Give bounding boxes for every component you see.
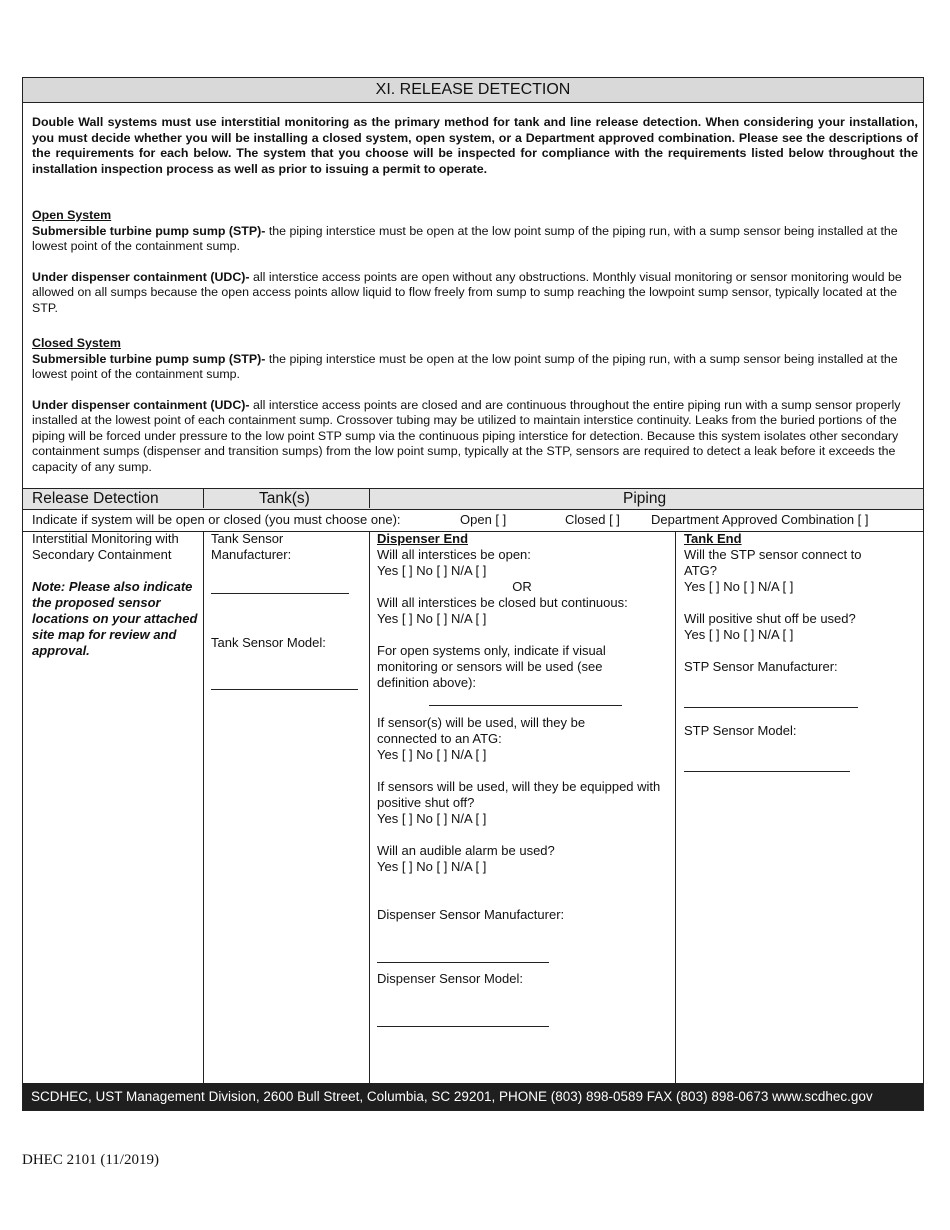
tank-end-a-shutoff[interactable]: Yes [ ] No [ ] N/A [ ]	[684, 627, 794, 642]
dispenser-sensor-model-label: Dispenser Sensor Model:	[377, 971, 523, 986]
combination-checkbox[interactable]: Department Approved Combination [ ]	[651, 512, 869, 527]
open-system-heading: Open System	[32, 208, 112, 222]
column-divider	[675, 532, 676, 1084]
intro-paragraph: Double Wall systems must use interstitial monitoring as the primary method for tank and line release detection. When considering your installation, you must decide whether you will be installing a closed system, open system, or a Department approved combination. Please see the descriptions of the requirements for each below. The system that you choose will be inspected for compliance with the requirements listed below throughout the installation inspection process as well as prior to issuing a permit to operate.	[32, 115, 918, 176]
col-piping: Piping	[623, 490, 667, 507]
closed-system-section	[32, 336, 918, 475]
form-number: DHEC 2101 (11/2019)	[22, 1152, 159, 1168]
tank-sensor-model-field[interactable]	[211, 689, 358, 690]
dispenser-a-alarm[interactable]: Yes [ ] No [ ] N/A [ ]	[377, 859, 487, 874]
open-udc-paragraph: Under dispenser containment (UDC)- all interstice access points are open without any obstructions. Monthly visual monitoring or sensor monitoring would be allowed on all sumps because the open access points allow liquid to flow freely from sump to sump reaching the lowpoint sump sensor, typically located at the STP.	[32, 269, 902, 315]
dispenser-sensor-model-field[interactable]	[377, 1026, 549, 1027]
dispenser-q-alarm: Will an audible alarm be used?	[377, 843, 555, 858]
release-method: Interstitial Monitoring with Secondary Containment	[32, 531, 179, 562]
dispenser-q-atg: If sensor(s) will be used, will they be connected to an ATG:	[377, 715, 586, 746]
tanks-cell	[211, 531, 361, 651]
dispenser-a-shutoff[interactable]: Yes [ ] No [ ] N/A [ ]	[377, 811, 487, 826]
dispenser-sensor-manufacturer-label: Dispenser Sensor Manufacturer:	[377, 907, 565, 922]
stp-sensor-model-field[interactable]	[684, 771, 850, 772]
choice-label: Indicate if system will be open or closed (you must choose one):	[32, 512, 401, 527]
section-title: XI. RELEASE DETECTION	[23, 78, 923, 103]
closed-udc-paragraph: Under dispenser containment (UDC)- all interstice access points are closed and are continuous throughout the entire piping run with a sump sensor properly installed at the lowest point of each containment sump. Crossover tubing may be utilized to maintain interstice continuity. Leaks from the buried portions of the piping will be forced under pressure to the low point STP sump via the continuous piping interstice for detection. Because this system isolates other secondary containment sumps (dispenser and transition sumps) from the low point sump, typically at the STP, sensors are required to detect a leak before it exceeds the capacity of any sump.	[32, 397, 901, 474]
open-checkbox[interactable]: Open [ ]	[460, 512, 507, 527]
tank-sensor-manufacturer-field[interactable]	[211, 593, 349, 594]
dispenser-a-atg[interactable]: Yes [ ] No [ ] N/A [ ]	[377, 747, 487, 762]
dispenser-q-shutoff: If sensors will be used, will they be equipped with positive shut off?	[377, 779, 661, 810]
tank-end-heading: Tank End	[684, 531, 742, 546]
dispenser-q-open: Will all interstices be open:	[377, 547, 531, 562]
stp-sensor-manufacturer-label: STP Sensor Manufacturer:	[684, 659, 838, 674]
dispenser-end-heading: Dispenser End	[377, 531, 469, 546]
table-header	[23, 488, 923, 510]
or-separator: OR	[512, 579, 532, 594]
tank-end-q-shutoff: Will positive shut off be used?	[684, 611, 856, 626]
tank-sensor-model-label: Tank Sensor Model:	[211, 635, 326, 650]
closed-stp-paragraph: Submersible turbine pump sump (STP)- the piping interstice must be open at the low point sump of the piping run, with a sump sensor being installed at the lowest point of the containment sump.	[32, 351, 898, 381]
dispenser-a-open[interactable]: Yes [ ] No [ ] N/A [ ]	[377, 563, 487, 578]
tank-end-q-atg: Will the STP sensor connect to ATG?	[684, 547, 862, 578]
system-choice-row	[23, 509, 923, 532]
stp-sensor-manufacturer-field[interactable]	[684, 707, 858, 708]
dispenser-q-closed: Will all interstices be closed but continuous:	[377, 595, 628, 610]
footer-contact-bar: SCDHEC, UST Management Division, 2600 Bull Street, Columbia, SC 29201, PHONE (803) 898-0589 FAX (803) 898-0673 www.scdhec.gov	[23, 1083, 923, 1110]
tank-end-a-atg[interactable]: Yes [ ] No [ ] N/A [ ]	[684, 579, 794, 594]
monitoring-method-field[interactable]	[429, 705, 622, 706]
col-tanks: Tank(s)	[259, 490, 310, 507]
release-detection-form	[22, 77, 924, 1111]
open-system-section	[32, 208, 918, 316]
dispenser-q-monitoring: For open systems only, indicate if visual monitoring or sensors will be used (see definition above):	[377, 643, 606, 690]
site-map-note: Note: Please also indicate the proposed sensor locations on your attached site map for review and approval.	[32, 579, 198, 658]
dispenser-sensor-manufacturer-field[interactable]	[377, 962, 549, 963]
dispenser-a-closed[interactable]: Yes [ ] No [ ] N/A [ ]	[377, 611, 487, 626]
tank-sensor-manufacturer-label: Tank Sensor Manufacturer:	[211, 531, 292, 562]
column-divider	[203, 532, 204, 1084]
col-release-detection: Release Detection	[32, 490, 159, 507]
column-divider	[369, 532, 370, 1084]
open-stp-paragraph: Submersible turbine pump sump (STP)- the piping interstice must be open at the low point sump of the piping run, with a sump sensor being installed at the lowest point of the containment sump.	[32, 223, 898, 253]
closed-system-heading: Closed System	[32, 336, 121, 350]
closed-checkbox[interactable]: Closed [ ]	[565, 512, 620, 527]
header-divider	[369, 488, 370, 508]
release-detection-cell	[32, 531, 200, 659]
header-divider	[203, 488, 204, 508]
dispenser-end-cell	[377, 531, 669, 987]
stp-sensor-model-label: STP Sensor Model:	[684, 723, 797, 738]
